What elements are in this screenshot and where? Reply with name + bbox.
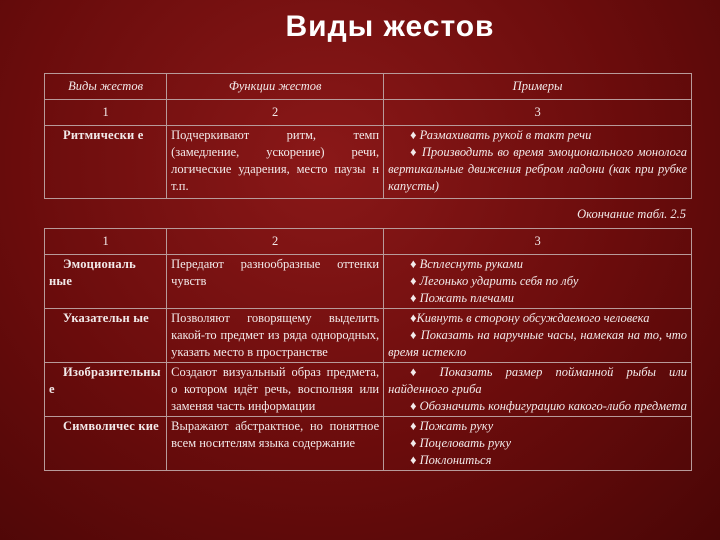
- gesture-type-name: Указательн ые: [45, 309, 167, 363]
- gesture-function: Создают визуальный образ предмета, о котором идёт речь, восполняя или заменяя часть информации: [167, 363, 384, 417]
- gesture-examples: [384, 363, 692, 417]
- example-item: ♦ Производить во время эмоционального монолога вертикальные движения ребром ладони (как при рубке капусты): [388, 145, 687, 193]
- slide-title: Виды жестов: [285, 10, 495, 43]
- table-row: [45, 417, 692, 471]
- gesture-type-name: Ритмически е: [45, 126, 167, 199]
- example-item: ♦ Легонько ударить себя по лбу: [410, 274, 579, 288]
- example-item: ♦Кивнуть в сторону обсуждаемого человека: [410, 311, 650, 325]
- gesture-type-name: Изобразительны е: [45, 363, 167, 417]
- example-item: ♦ Показать размер пойманной рыбы или найденного гриба: [388, 365, 687, 396]
- header-examples: Примеры: [384, 74, 692, 100]
- gesture-function: Позволяют говорящему выделить какой-то предмет из ряда однородных, указать место в пространстве: [167, 309, 384, 363]
- example-item: ♦ Поклониться: [410, 453, 492, 467]
- column-number: 3: [384, 100, 692, 126]
- example-item: ♦ Обозначить конфигурацию какого-либо предмета: [410, 399, 687, 413]
- gesture-type-name: Эмоциональ ные: [45, 255, 167, 309]
- header-gesture-functions: Функции жестов: [167, 74, 384, 100]
- gesture-examples: [384, 255, 692, 309]
- gesture-examples: [384, 309, 692, 363]
- table-row: [45, 255, 692, 309]
- column-number: 3: [384, 229, 692, 255]
- gesture-function: Подчеркивают ритм, темп (замедление, ускорение) речи, логические ударения, место паузы н т.п.: [167, 126, 384, 199]
- header-gesture-types: Виды жестов: [45, 74, 167, 100]
- gesture-examples: [384, 126, 692, 199]
- gesture-examples: [384, 417, 692, 471]
- gesture-function: Выражают абстрактное, но понятное всем носителям языка содержание: [167, 417, 384, 471]
- column-number: 1: [45, 100, 167, 126]
- example-item: ♦ Всплеснуть руками: [410, 257, 523, 271]
- example-item: ♦ Поцеловать руку: [410, 436, 512, 450]
- example-item: ♦ Размахивать рукой в такт речи: [410, 128, 592, 142]
- gesture-type-name: Символичес кие: [45, 417, 167, 471]
- table-row: [45, 309, 692, 363]
- gestures-table-part2: [44, 228, 692, 471]
- gesture-function: Передают разнообразные оттенки чувств: [167, 255, 384, 309]
- column-number: 2: [167, 100, 384, 126]
- column-number: 2: [167, 229, 384, 255]
- column-number: 1: [45, 229, 167, 255]
- table-row: [45, 363, 692, 417]
- example-item: ♦ Пожать руку: [410, 419, 494, 433]
- example-item: ♦ Показать на наручные часы, намекая на то, что время истекло: [388, 328, 687, 359]
- example-item: ♦ Пожать плечами: [410, 291, 514, 305]
- gestures-table-part1: [44, 73, 692, 199]
- table-continuation-note: Окончание табл. 2.5: [577, 207, 686, 221]
